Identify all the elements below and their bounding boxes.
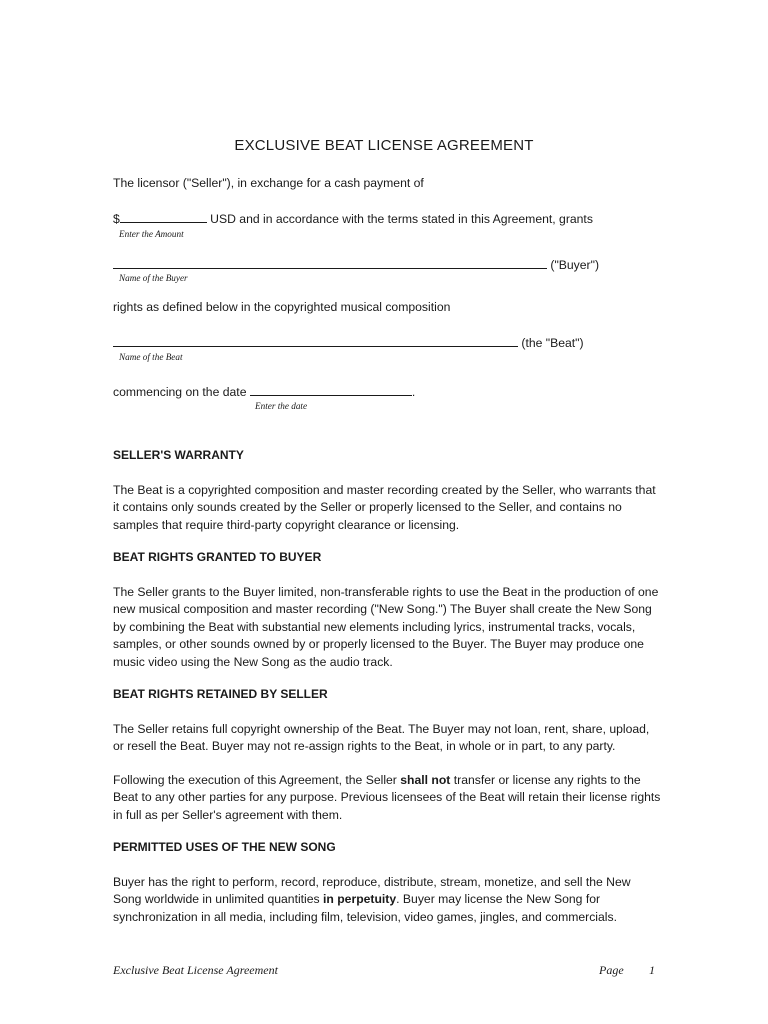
buyer-blank[interactable] <box>113 256 547 269</box>
document-title: EXCLUSIVE BEAT LICENSE AGREEMENT <box>234 137 534 154</box>
following-before: Following the execution of this Agreement, the Seller <box>113 773 401 787</box>
amount-suffix: USD and in accordance with the terms stated in this Agreement, grants <box>210 212 593 226</box>
permitted-before: Buyer has the right to perform, record, reproduce, distribute, stream, monetize, and sell the New Song worldwide in unlimited quantities <box>113 875 631 907</box>
granted-text: The Seller grants to the Buyer limited, non-transferable rights to use the Beat in the production of one new musical composition and master recording ("New Song.") The Buyer shall create the New Song by combining the Beat with substantial new elements including lyrics, instrumental tracks, vocals, samples, or other sounds owned by or properly licensed to the Buyer. The Buyer may produce one music video using the New Song as the audio track. <box>113 585 659 669</box>
buyer-caption: Name of the Buyer <box>119 273 188 283</box>
footer-page-label: Page <box>599 963 624 977</box>
retained-heading: BEAT RIGHTS RETAINED BY SELLER <box>113 687 328 701</box>
amount-blank[interactable] <box>120 210 207 223</box>
amount-prefix: $ <box>113 212 120 226</box>
date-caption: Enter the date <box>255 401 308 411</box>
following-after: transfer or license any rights to the Beat to any other parties for any purpose. Previous licensees of the Beat will retain their license rights in full as per Seller's agreement with them. <box>113 773 661 822</box>
granted-heading: BEAT RIGHTS GRANTED TO BUYER <box>113 550 322 564</box>
intro-line: The licensor ("Seller"), in exchange for a cash payment of <box>113 176 424 190</box>
following-text <box>113 772 661 824</box>
rights-line: rights as defined below in the copyrighted musical composition <box>113 300 451 314</box>
permitted-after: . Buyer may license the New Song for synchronization in all media, including film, television, video games, jingles, and commercials. <box>113 892 617 924</box>
beat-suffix: (the "Beat") <box>521 336 584 350</box>
following-bold: shall not <box>400 773 451 787</box>
permitted-text <box>113 874 661 926</box>
buyer-suffix: ("Buyer") <box>550 258 599 272</box>
beat-row <box>113 334 584 350</box>
amount-row <box>113 210 593 226</box>
warranty-heading: SELLER'S WARRANTY <box>113 448 244 462</box>
warranty-text: The Beat is a copyrighted composition and master recording created by the Seller, who warrants that it contains only sounds created by the Seller or properly licensed to the Seller, and contains no samples that require third-party copyright clearance or licensing. <box>113 483 656 532</box>
beat-blank[interactable] <box>113 334 518 347</box>
retained-text: The Seller retains full copyright ownership of the Beat. The Buyer may not loan, rent, share, upload, or resell the Beat. Buyer may not re-assign rights to the Beat, in whole or in part, to any party. <box>113 722 650 754</box>
amount-caption: Enter the Amount <box>119 229 184 239</box>
date-row <box>113 383 415 399</box>
permitted-heading: PERMITTED USES OF THE NEW SONG <box>113 840 336 854</box>
footer-page-number: 1 <box>649 963 655 977</box>
date-blank[interactable] <box>250 383 412 396</box>
permitted-bold: in perpetuity <box>323 892 397 907</box>
beat-caption: Name of the Beat <box>119 352 183 362</box>
date-prefix: commencing on the date <box>113 385 247 399</box>
footer-title: Exclusive Beat License Agreement <box>113 963 278 977</box>
date-suffix: . <box>411 385 416 399</box>
buyer-row <box>113 256 599 272</box>
